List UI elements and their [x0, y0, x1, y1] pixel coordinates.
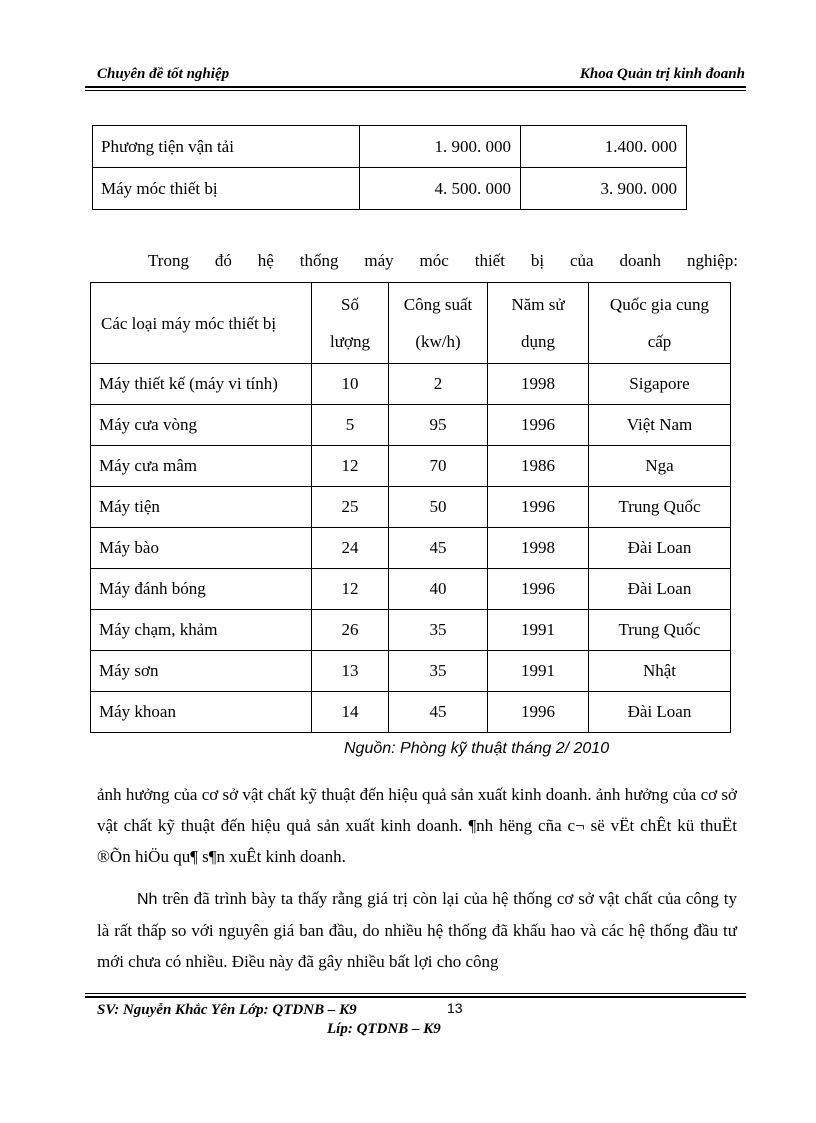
table-cell: 1991: [488, 610, 589, 651]
table-cell: 50: [389, 487, 488, 528]
table-cell: 45: [389, 528, 488, 569]
header-left: Chuyên đề tốt nghiệp: [97, 66, 230, 82]
table-row: [93, 168, 687, 210]
table-row: [91, 364, 731, 405]
footer-class: Líp: QTDNB – K9: [327, 1021, 441, 1037]
intro-word: thiết: [474, 251, 505, 270]
table-cell: 70: [389, 446, 488, 487]
table-cell: 12: [312, 569, 389, 610]
intro-word: máy: [364, 251, 394, 270]
machinery-table: [90, 282, 731, 733]
table-cell: 1998: [488, 528, 589, 569]
table-cell: Trung Quốc: [589, 487, 731, 528]
table-header-row: [91, 283, 731, 364]
table-cell: Máy móc thiết bị: [93, 168, 360, 210]
intro-word: móc: [419, 251, 449, 270]
table-cell: 1. 900. 000: [360, 126, 521, 168]
table-cell: 26: [312, 610, 389, 651]
table-row: [91, 446, 731, 487]
header-cell-quantity: Số lượng: [312, 283, 389, 364]
table-cell: Máy cưa mâm: [91, 446, 312, 487]
table-cell: 35: [389, 610, 488, 651]
paragraph-1-text: ảnh hưởng của cơ sở vật chất kỹ thuật đến hiệu quả sản xuất kinh doanh. ảnh hưởng của cơ sở vật chất kỹ thuật đến hiệu quả sản xuất kinh doanh.: [97, 785, 737, 835]
table-cell: Máy đánh bóng: [91, 569, 312, 610]
table-cell: Máy thiết kế (máy vi tính): [91, 364, 312, 405]
table-cell: 1986: [488, 446, 589, 487]
table-cell: Sigapore: [589, 364, 731, 405]
intro-word: thống: [299, 251, 339, 270]
table-cell: Máy bào: [91, 528, 312, 569]
table-cell: 1991: [488, 651, 589, 692]
header-cell-type: Các loại máy móc thiết bị: [91, 283, 312, 364]
header-right: Khoa Quản trị kinh đoanh: [579, 66, 745, 82]
header-rule: [85, 86, 746, 88]
table-cell: Máy chạm, khảm: [91, 610, 312, 651]
paragraph-2-lead: Nh: [137, 891, 158, 908]
table-row: [91, 528, 731, 569]
table-cell: Đài Loan: [589, 692, 731, 733]
paragraph-1: [97, 779, 737, 872]
intro-word: của: [570, 251, 594, 270]
table-cell: 40: [389, 569, 488, 610]
table-cell: 10: [312, 364, 389, 405]
page-number: 13: [447, 1000, 463, 1016]
table-cell: Việt Nam: [589, 405, 731, 446]
table-cell: Máy sơn: [91, 651, 312, 692]
table-cell: Nga: [589, 446, 731, 487]
table-cell: Đài Loan: [589, 528, 731, 569]
table-row: [91, 692, 731, 733]
asset-value-table: [92, 125, 687, 210]
intro-line: [92, 251, 738, 271]
table-cell: Phương tiện vận tải: [93, 126, 360, 168]
table-cell: 1996: [488, 487, 589, 528]
footer-author: SV: Nguyễn Khắc Yên Lớp: QTDNB – K9: [97, 1002, 357, 1018]
table-cell: Máy cưa vòng: [91, 405, 312, 446]
table-cell: Máy tiện: [91, 487, 312, 528]
intro-word: Trong: [148, 251, 189, 270]
table-cell: Trung Quốc: [589, 610, 731, 651]
page-header: [97, 66, 745, 84]
table-cell: 3. 900. 000: [521, 168, 687, 210]
table-cell: 2: [389, 364, 488, 405]
paragraph-1-garbled: ¶nh hëng cña c¬ së vËt chÊt kü thuËt ®Õn hiÖu qu¶ s¶n xuÊt kinh doanh.: [97, 816, 737, 866]
intro-word: doanh: [619, 251, 662, 270]
table-row: [91, 487, 731, 528]
table-row: [91, 405, 731, 446]
table-cell: Đài Loan: [589, 569, 731, 610]
table-cell: Nhật: [589, 651, 731, 692]
table-cell: Máy khoan: [91, 692, 312, 733]
table-cell: 95: [389, 405, 488, 446]
paragraph-2: [97, 883, 737, 977]
table-row: [91, 610, 731, 651]
intro-word: hệ: [257, 251, 274, 270]
header-cell-capacity: Công suất (kw/h): [389, 283, 488, 364]
table-cell: 5: [312, 405, 389, 446]
paragraph-2-text: trên đã trình bày ta thấy rằng giá trị còn lại của hệ thống cơ sở vật chất của công ty là rất thấp so với nguyên giá ban đầu, do nhiều hệ thống đã khấu hao và các hệ thống đầu tư mới chưa có nhiều. Điều này đã gây nhiều bất lợi cho công: [97, 889, 738, 971]
footer-rule-thin: [85, 993, 746, 994]
table-cell: 1996: [488, 692, 589, 733]
table-cell: 35: [389, 651, 488, 692]
table-cell: 45: [389, 692, 488, 733]
table-cell: 1996: [488, 405, 589, 446]
source-note: Nguồn: Phòng kỹ thuật tháng 2/ 2010: [344, 740, 610, 757]
intro-word: bị: [530, 251, 545, 270]
table-row: [91, 651, 731, 692]
intro-word: nghiệp:: [686, 251, 738, 270]
table-cell: 12: [312, 446, 389, 487]
table-cell: 24: [312, 528, 389, 569]
header-cell-country: Quốc gia cung cấp: [589, 283, 731, 364]
table-cell: 1.400. 000: [521, 126, 687, 168]
footer-rule: [85, 996, 746, 998]
table-row: [91, 569, 731, 610]
table-cell: 1996: [488, 569, 589, 610]
header-rule-thin: [85, 90, 746, 91]
intro-word: đó: [214, 251, 232, 270]
table-cell: 1998: [488, 364, 589, 405]
table-cell: 14: [312, 692, 389, 733]
table-cell: 13: [312, 651, 389, 692]
header-cell-year: Năm sử dụng: [488, 283, 589, 364]
table-cell: 25: [312, 487, 389, 528]
table-cell: 4. 500. 000: [360, 168, 521, 210]
table-row: [93, 126, 687, 168]
